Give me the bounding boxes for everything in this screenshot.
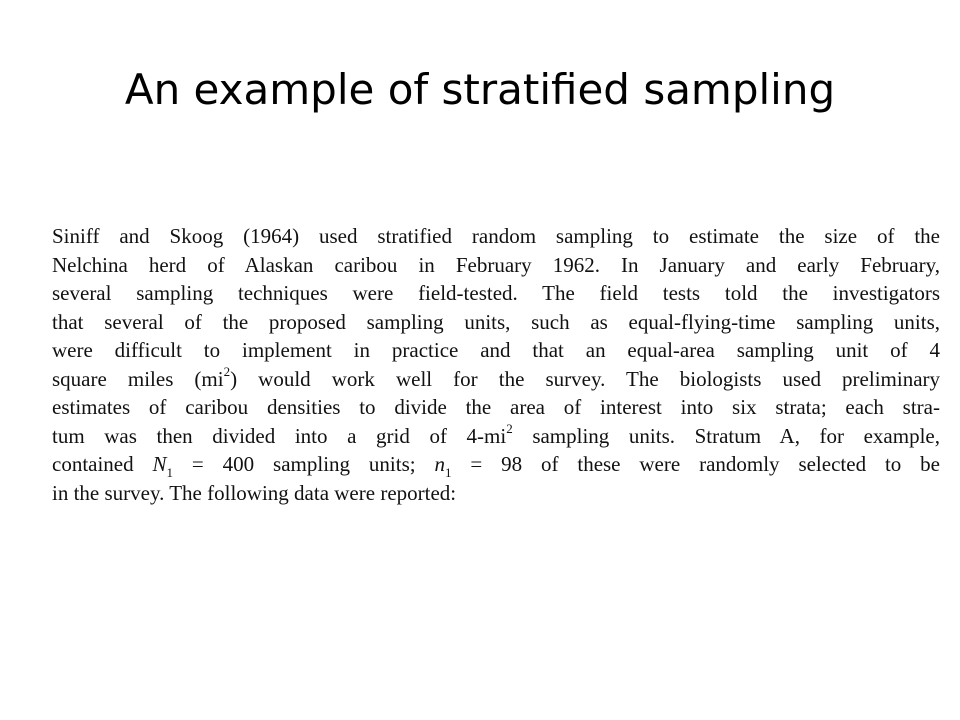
superscript: 2 xyxy=(506,420,513,436)
excerpt-text: = 400 sampling units; xyxy=(173,452,435,476)
excerpt-line: estimates of caribou densities to divide the area of interest into six strata; each stra- xyxy=(52,395,940,419)
excerpt-line: that several of the proposed sampling units, such as equal-flying-time sampling units, xyxy=(52,309,940,334)
excerpt-text: tum was then divided into a grid of 4-mi xyxy=(52,423,507,448)
slide-title: An example of stratified sampling xyxy=(124,65,836,114)
excerpt-text: contained xyxy=(52,452,153,476)
excerpt-text: = 98 of these were randomly selected to be xyxy=(451,452,940,476)
excerpt-line xyxy=(52,422,940,451)
math-variable: N xyxy=(152,452,167,476)
excerpt-text: ) would work well for the survey. The biologists used preliminary xyxy=(230,366,941,391)
textbook-excerpt xyxy=(52,222,940,507)
excerpt-line: in the survey. The following data were reported: xyxy=(52,480,457,505)
subscript: 1 xyxy=(444,465,452,481)
excerpt-line: Siniff and Skoog (1964) used stratified random sampling to estimate the size of the xyxy=(52,224,940,248)
subscript: 1 xyxy=(166,465,174,481)
math-variable: n xyxy=(434,452,445,476)
excerpt-line: several sampling techniques were field-tested. The field tests told the investigators xyxy=(52,281,940,305)
excerpt-line: were difficult to implement in practice and that an equal-area sampling unit of 4 xyxy=(52,338,940,362)
excerpt-line: Nelchina herd of Alaskan caribou in February 1962. In January and early February, xyxy=(52,252,940,277)
excerpt-text: sampling units. Stratum A, for example, xyxy=(512,423,940,448)
excerpt-text: square miles (mi xyxy=(52,366,224,391)
excerpt-line xyxy=(52,450,940,479)
excerpt-line xyxy=(52,365,940,394)
superscript: 2 xyxy=(223,363,231,379)
